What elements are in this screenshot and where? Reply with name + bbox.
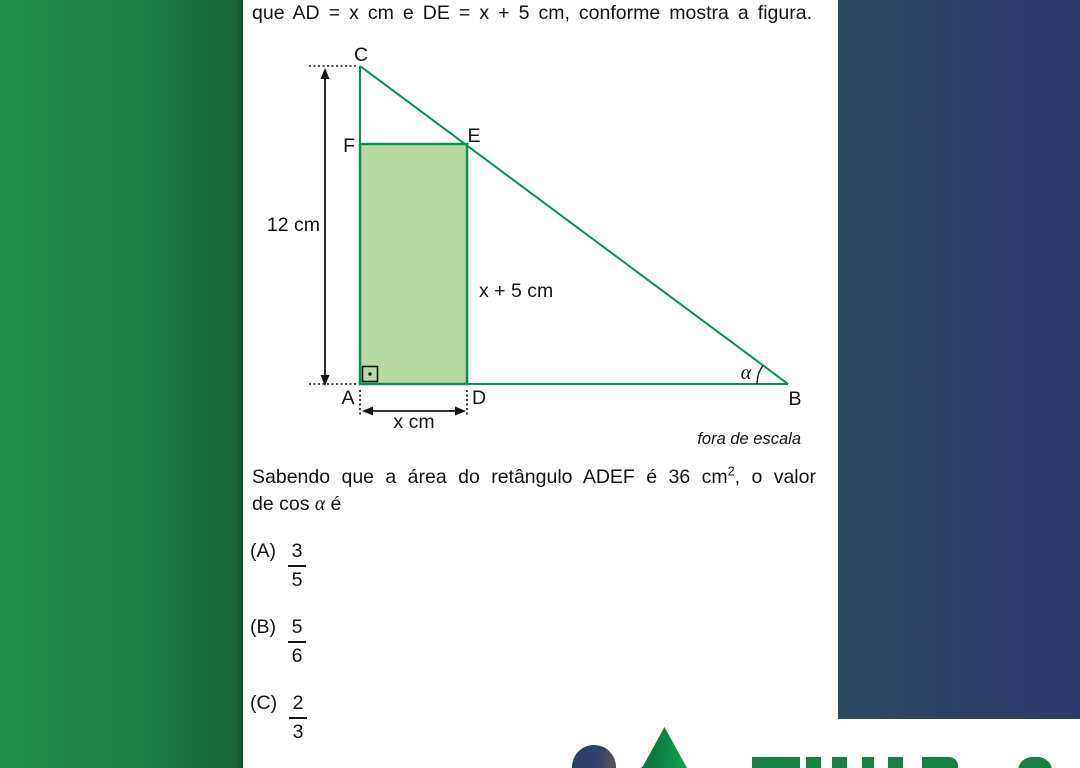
logo-letter-fragment: [862, 757, 874, 768]
option-c: [250, 692, 307, 743]
vertex-label-f: F: [343, 135, 355, 157]
vertex-label-a: A: [341, 387, 355, 409]
fraction-denominator: 3: [292, 721, 304, 743]
question-line2-pre: de cos: [252, 493, 315, 515]
fraction-numerator: 5: [291, 616, 303, 638]
logo-letters-fragment: [0, 757, 1080, 768]
intro-text: que AD = x cm e DE = x + 5 cm, conforme mostra a figura.: [252, 2, 812, 24]
vertex-label-d: D: [471, 387, 487, 409]
right-angle-dot: [368, 372, 371, 375]
fraction-bar: [288, 641, 306, 643]
de-measure-label: x + 5 cm: [479, 280, 554, 302]
logo-letter-fragment: [832, 757, 847, 768]
question-text-part1: Sabendo que a área do retângulo ADEF é 36 cm: [252, 466, 728, 488]
height-measure-label: 12 cm: [266, 214, 320, 236]
option-c-label: (C): [250, 692, 278, 714]
rectangle-adef: [360, 144, 467, 384]
arrowhead-left-icon: [362, 407, 373, 416]
logo-letter-fragment: [888, 757, 903, 768]
question-text-part2: , o valor: [734, 466, 816, 488]
arrowhead-up-icon: [321, 68, 330, 79]
option-a: [250, 540, 307, 591]
question-line-1: [252, 464, 816, 491]
right-blue-band: [838, 0, 1080, 719]
fraction-bar: [288, 565, 306, 567]
left-green-band: [0, 0, 243, 768]
question-line2-post: é: [325, 493, 342, 515]
logo-letter-fragment: [806, 757, 821, 768]
option-b: [250, 616, 307, 667]
option-a-fraction: [288, 540, 306, 591]
arrowhead-right-icon: [455, 407, 466, 416]
logo-letter-fragment: [922, 757, 958, 768]
logo-letter-fragment: [1018, 757, 1052, 768]
angle-alpha-label: α: [740, 362, 752, 384]
fraction-denominator: 5: [291, 569, 303, 591]
options-list: [250, 540, 307, 768]
question-alpha-symbol: α: [314, 494, 326, 515]
ad-measure-label: x cm: [393, 411, 435, 433]
option-b-fraction: [288, 616, 306, 667]
fraction-numerator: 2: [292, 692, 304, 714]
fraction-numerator: 3: [291, 540, 303, 562]
scale-note: fora de escala: [697, 430, 801, 448]
fraction-bar: [289, 717, 307, 719]
geometry-figure: [243, 30, 838, 462]
logo-letter-fragment: [752, 757, 800, 768]
question-line-2: [252, 491, 816, 518]
question-superscript: 2: [727, 464, 735, 479]
option-b-label: (B): [250, 616, 276, 638]
option-c-fraction: [289, 692, 307, 743]
angle-arc: [757, 366, 763, 385]
fraction-denominator: 6: [291, 645, 303, 667]
option-a-label: (A): [250, 540, 276, 562]
question-statement: [252, 464, 816, 518]
vertex-label-c: C: [353, 44, 369, 66]
vertex-label-e: E: [467, 125, 481, 147]
vertex-label-b: B: [788, 388, 802, 410]
